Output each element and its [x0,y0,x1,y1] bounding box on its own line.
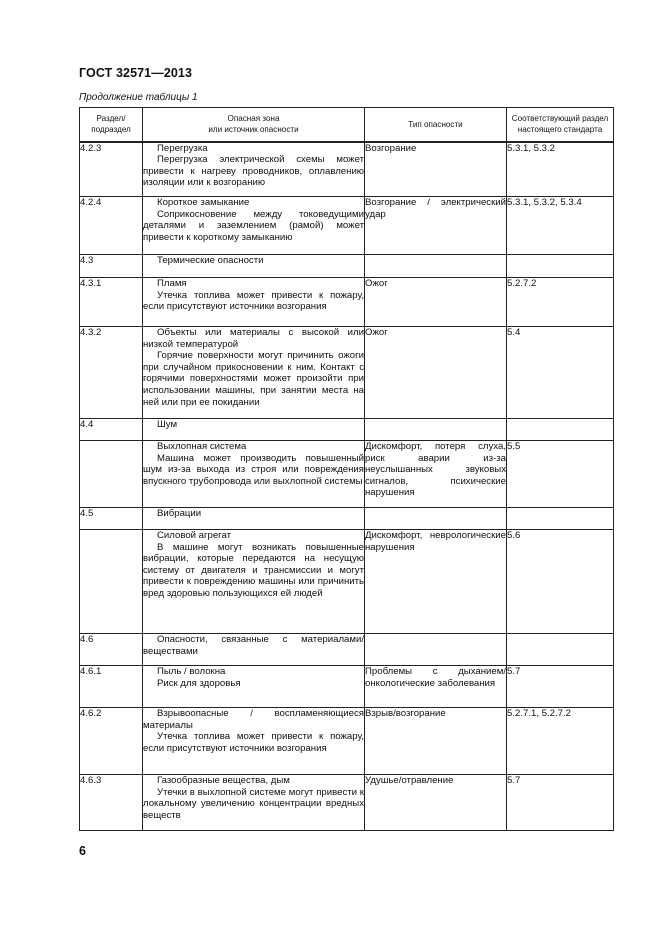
zone-title: Шум [157,419,178,430]
zone-title: Пламя [157,278,187,289]
reference-cell: 5.7 [507,666,614,708]
section-cell: 4.3.2 [80,327,143,419]
zone-title: Пыль / волокна [157,666,226,677]
hazard-cell [365,255,507,278]
page-number: 6 [79,844,86,858]
zone-cell [143,634,365,666]
reference-cell: 5.2.7.1, 5.2.7.2 [507,708,614,775]
table-row [80,278,614,327]
header-reference [507,108,614,142]
reference-cell: 5.2.7.2 [507,278,614,327]
section-cell: 4.6.3 [80,775,143,831]
zone-cell [143,708,365,775]
header-zone-line2: или источник опасности [208,125,299,135]
zone-cell [143,255,365,278]
table-header-row [80,108,614,142]
hazard-cell: Дискомфорт, неврологические нарушения [365,530,507,634]
zone-cell [143,775,365,831]
section-cell [80,530,143,634]
zone-description: Утечка топлива может привести к пожару, если присутствуют источники возгорания [143,731,364,754]
reference-cell: 5.5 [507,441,614,508]
zone-cell [143,508,365,530]
zone-cell [143,530,365,634]
zone-title: Вибрации [157,508,202,519]
hazard-cell: Дискомфорт, потеря слуха, риск аварии из-за неуслышанных звуковых сигналов, психические нарушения [365,441,507,508]
zone-description: Утечка топлива может привести к пожару, если присутствуют источники возгорания [143,289,364,313]
zone-description: Риск для здоровья [157,677,241,689]
section-cell: 4.5 [80,508,143,530]
reference-cell: 5.6 [507,530,614,634]
zone-cell [143,142,365,197]
section-cell: 4.6.1 [80,666,143,708]
section-cell [80,441,143,508]
table-row [80,666,614,708]
table-row [80,255,614,278]
table-row [80,508,614,530]
hazard-cell: Возгорание / электрический удар [365,197,507,255]
table-row [80,708,614,775]
hazard-cell: Ожог [365,278,507,327]
zone-description: Соприкосновение между токоведущими деталями и заземлением (рамой) может привести к короткому замыканию [143,208,364,243]
zone-title: Термические опасности [157,255,264,266]
reference-cell [507,508,614,530]
section-cell: 4.3.1 [80,278,143,327]
zone-title: Газообразные вещества, дым [157,775,290,786]
header-zone [143,108,365,142]
section-cell: 4.3 [80,255,143,278]
zone-description: Горячие поверхности могут причинить ожоги при случайном прикосновении к ним. Контакт с горячими поверхностями может произойти при использовании машины, при занятии места на ней или при ее покидании [143,350,364,408]
zone-description: В машине могут возникать повышенные вибрации, которые передаются на несущую систему от двигателя и трансмиссии и могут привести к повреждению машины или причинить вред здоровью пользующихся ей людей [143,541,364,599]
section-cell: 4.2.3 [80,142,143,197]
header-reference-line1: Соответствующий раздел [511,113,609,123]
zone-cell [143,666,365,708]
reference-cell: 5.3.1, 5.3.2, 5.3.4 [507,197,614,255]
header-section [80,108,143,142]
hazard-cell [365,634,507,666]
table-row [80,775,614,831]
header-reference-line2: настоящего стандарта [517,125,603,135]
zone-cell [143,197,365,255]
reference-cell: 5.3.1, 5.3.2 [507,142,614,197]
header-zone-line1: Опасная зона [227,113,280,123]
table-row [80,441,614,508]
zone-description: Перегрузка электрической схемы может привести к нагреву проводников, оплавлению изоляции или к возгоранию [143,154,364,189]
zone-title: Объекты или материалы с высокой или низкой температурой [143,327,364,350]
header-section-line1: Раздел/ [96,113,126,123]
zone-title: Перегрузка [157,142,208,154]
table-row [80,142,614,197]
hazard-cell: Удушье/отравление [365,775,507,831]
header-hazard: Тип опасности [365,108,507,142]
reference-cell [507,255,614,278]
header-section-line2: подраздел [91,125,131,135]
table-row [80,197,614,255]
hazard-cell [365,419,507,441]
reference-cell [507,419,614,441]
section-cell: 4.6 [80,634,143,666]
zone-cell [143,419,365,441]
zone-title: Взрывоопасные / воспламеняющиеся материалы [143,708,364,731]
zone-cell [143,327,365,419]
document-header-title: ГОСТ 32571—2013 [79,66,193,80]
table-caption: Продолжение таблицы 1 [79,92,198,103]
zone-title: Короткое замыкание [157,197,250,208]
zone-description: Утечки в выхлопной системе могут привести к локальному увеличению концентрации вредных веществ [143,786,364,821]
table-row [80,634,614,666]
zone-title: Выхлопная система [157,441,247,452]
section-cell: 4.4 [80,419,143,441]
reference-cell: 5.7 [507,775,614,831]
hazard-table [79,107,614,831]
reference-cell: 5.4 [507,327,614,419]
table-row [80,419,614,441]
zone-title: Силовой агрегат [157,530,231,541]
section-cell: 4.2.4 [80,197,143,255]
hazard-cell: Взрыв/возгорание [365,708,507,775]
table-row [80,327,614,419]
hazard-cell [365,508,507,530]
hazard-cell: Проблемы с дыханием/онкологические заболевания [365,666,507,708]
zone-cell [143,278,365,327]
zone-title: Опасности, связанные с материалами/веществами [143,634,364,657]
reference-cell [507,634,614,666]
hazard-cell: Ожог [365,327,507,419]
table-row [80,530,614,634]
zone-cell [143,441,365,508]
zone-description: Машина может производить повышенный шум из-за выхода из строя или повреждения впускного трубопровода или выхлопной системы [143,452,364,487]
hazard-cell: Возгорание [365,142,507,197]
section-cell: 4.6.2 [80,708,143,775]
